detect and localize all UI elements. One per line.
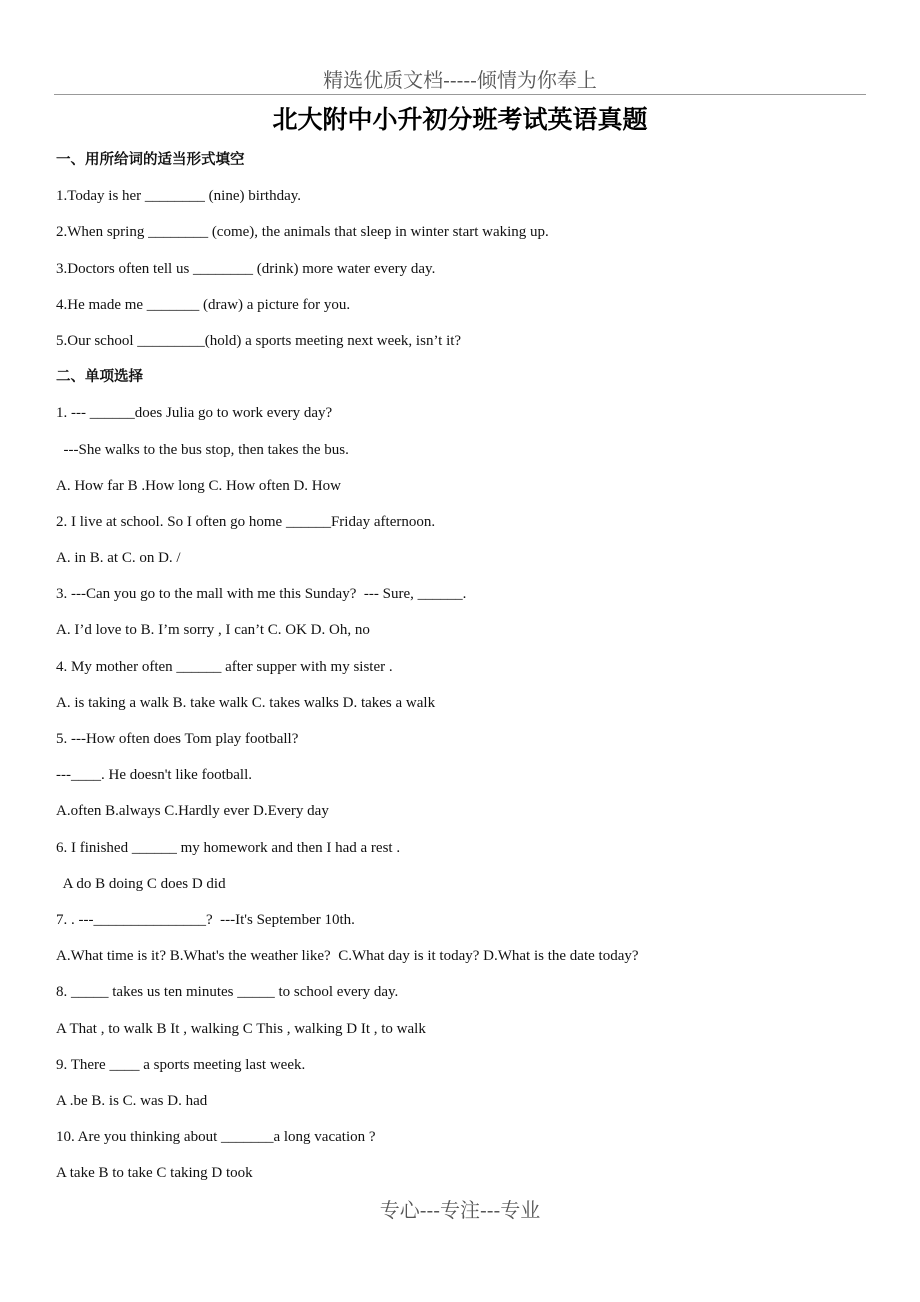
- question-line: 1. --- ______does Julia go to work every day?: [56, 405, 333, 422]
- options-line: A do B doing C does D did: [56, 875, 226, 892]
- question-line: 7. . ---_______________? ---It's September 10th.: [56, 911, 355, 928]
- page-footer: 专心---专注---专业: [379, 1198, 541, 1222]
- question-line: 2. I live at school. So I often go home ______Friday afternoon.: [56, 513, 436, 530]
- question-line: ---She walks to the bus stop, then takes the bus.: [56, 441, 349, 458]
- options-line: A .be B. is C. was D. had: [56, 1092, 208, 1109]
- options-line: A.often B.always C.Hardly ever D.Every day: [56, 803, 329, 820]
- question-line: 6. I finished ______ my homework and then I had a rest .: [56, 839, 401, 856]
- question-line: 4.He made me _______ (draw) a picture for you.: [56, 296, 351, 313]
- question-line: 1.Today is her ________ (nine) birthday.: [56, 188, 302, 205]
- options-line: A.What time is it? B.What's the weather like? C.What day is it today? D.What is the date today?: [56, 948, 639, 965]
- question-line: 3. ---Can you go to the mall with me this Sunday? --- Sure, ______.: [56, 586, 467, 603]
- header-divider: [54, 94, 866, 95]
- options-line: A. I’d love to B. I’m sorry , I can’t C. OK D. Oh, no: [56, 622, 370, 639]
- question-line: ---____. He doesn't like football.: [56, 767, 252, 784]
- question-line: 9. There ____ a sports meeting last week.: [56, 1056, 306, 1073]
- options-line: A. in B. at C. on D. /: [56, 550, 181, 567]
- question-line: 4. My mother often ______ after supper with my sister .: [56, 658, 393, 675]
- page-header: 精选优质文档-----倾情为你奉上: [323, 68, 597, 92]
- options-line: A That , to walk B It , walking C This , walking D It , to walk: [56, 1020, 426, 1037]
- question-line: 8. _____ takes us ten minutes _____ to school every day.: [56, 984, 399, 1001]
- options-line: A. How far B .How long C. How often D. How: [56, 477, 341, 494]
- document-body: [56, 142, 876, 1191]
- question-line: 10. Are you thinking about _______a long vacation ?: [56, 1129, 376, 1146]
- section-heading-fill-in: 一、用所给词的适当形式填空: [56, 152, 245, 168]
- options-line: A. is taking a walk B. take walk C. takes walks D. takes a walk: [56, 694, 436, 711]
- question-line: 5.Our school _________(hold) a sports meeting next week, isn’t it?: [56, 332, 462, 349]
- question-line: 5. ---How often does Tom play football?: [56, 731, 299, 747]
- document-title: 北大附中小升初分班考试英语真题: [272, 105, 648, 134]
- question-line: 3.Doctors often tell us ________ (drink) more water every day.: [56, 260, 436, 277]
- section-heading-multiple-choice: 二、单项选择: [56, 369, 143, 386]
- options-line: A take B to take C taking D took: [56, 1165, 253, 1182]
- question-line: 2.When spring ________ (come), the animals that sleep in winter start waking up.: [56, 224, 549, 241]
